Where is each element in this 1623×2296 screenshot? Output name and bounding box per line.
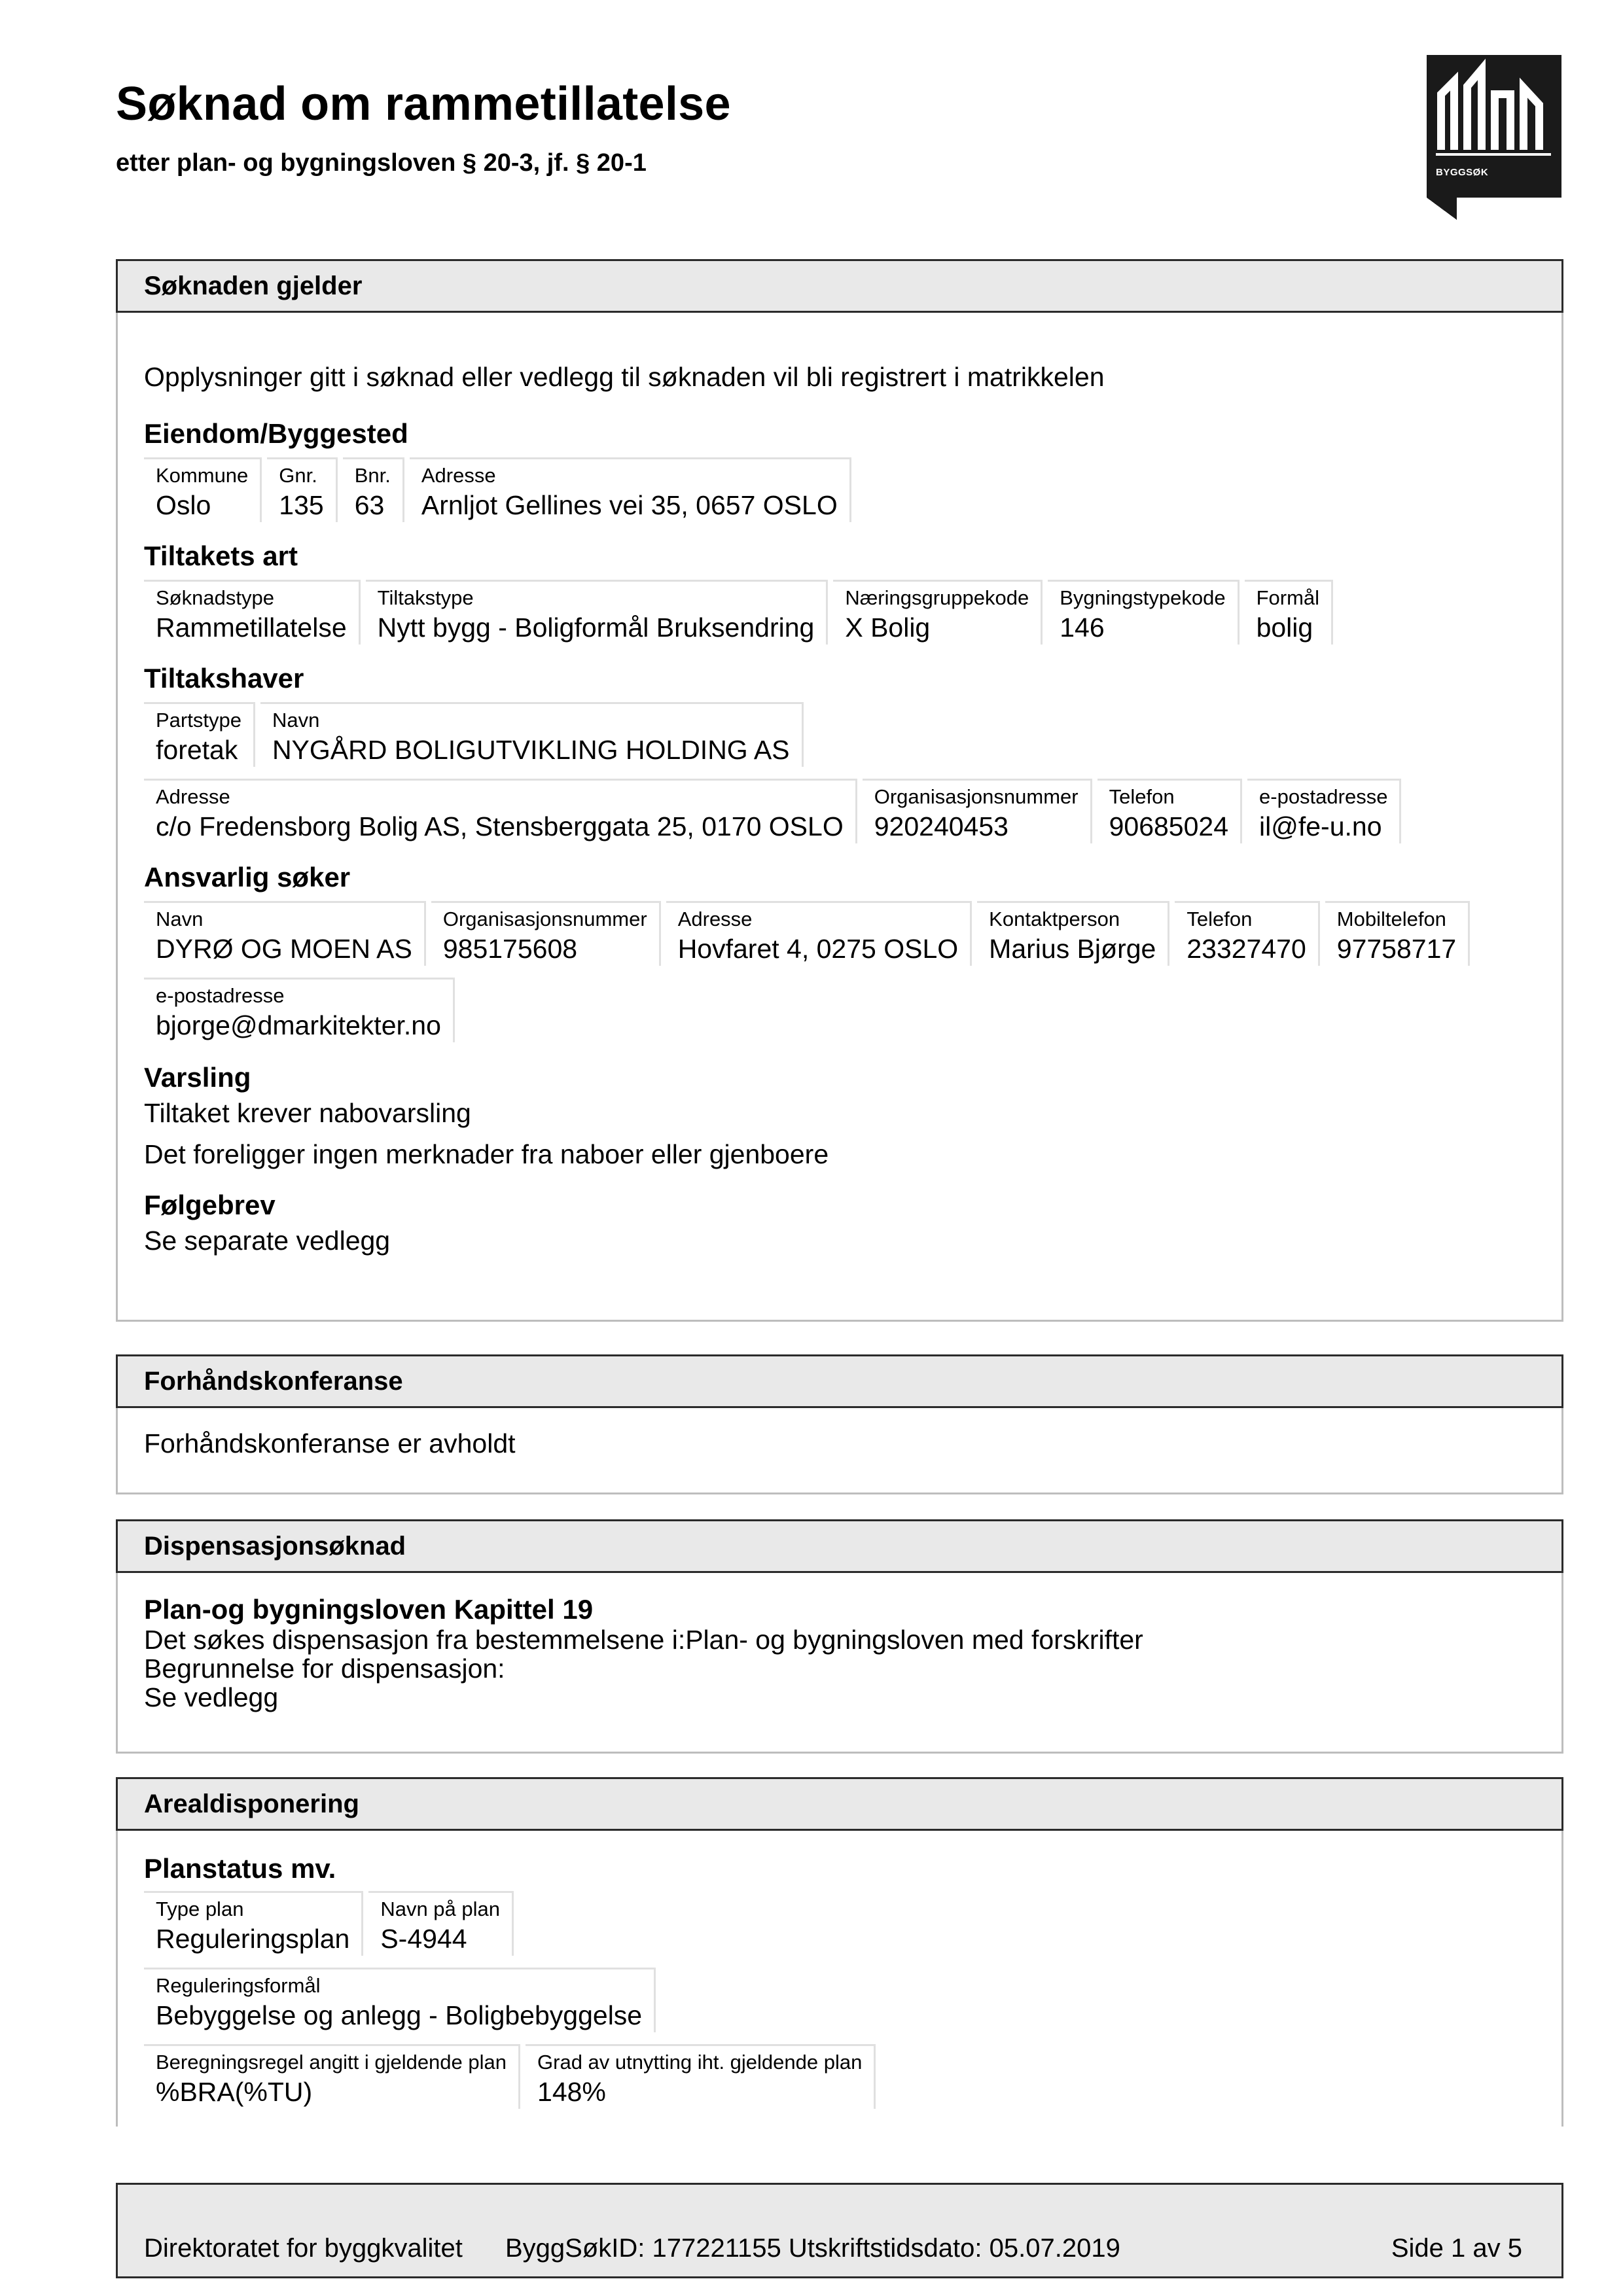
dispensasjon-line-1: Det søkes dispensasjon fra bestemmelsene i:Plan- og bygningsloven med forskrifter: [144, 1625, 1143, 1655]
value-adresse: Arnljot Gellines vei 35, 0657 OSLO: [421, 490, 838, 521]
value-soknadstype: Rammetillatelse: [156, 612, 347, 643]
field-bnr: [343, 457, 404, 522]
value-partstype: foretak: [156, 735, 238, 766]
field-epostadresse: [144, 978, 455, 1042]
field-tiltakstype: [366, 580, 829, 645]
field-navn: [144, 901, 426, 966]
label-formal: Formål: [1256, 586, 1320, 610]
label-gnr: Gnr.: [279, 464, 317, 487]
folgebrev-text: Se separate vedlegg: [144, 1225, 391, 1256]
field-telefon: [1097, 779, 1242, 843]
byggsok-logo: [1427, 55, 1561, 198]
label-mobiltelefon: Mobiltelefon: [1336, 908, 1446, 931]
planstatus-fields-3: [144, 2044, 1535, 2109]
value-organisasjonsnummer: 985175608: [442, 934, 578, 964]
document-title: Søknad om rammetillatelse: [116, 78, 731, 130]
heading-ansvarlig-soker: Ansvarlig søker: [144, 862, 351, 893]
value-kommune: Oslo: [156, 490, 211, 521]
label-navn: Navn: [272, 709, 320, 732]
field-bygningstypekode: [1048, 580, 1239, 645]
dispensasjon-line-3: Se vedlegg: [144, 1682, 279, 1712]
field-telefon: [1175, 901, 1319, 966]
eiendom-fields: [144, 457, 1535, 522]
label-partstype: Partstype: [156, 709, 241, 732]
heading-tiltakshaver: Tiltakshaver: [144, 663, 304, 694]
value-mobiltelefon: 97758717: [1336, 934, 1457, 964]
label-adresse: Adresse: [156, 785, 230, 809]
section-dispensasjonsoknad: [116, 1519, 1563, 1754]
value-epostadresse: il@fe-u.no: [1259, 811, 1382, 842]
value-adresse: c/o Fredensborg Bolig AS, Stensberggata 25, 0170 OSLO: [156, 811, 844, 842]
value-navn-pa-plan: S-4944: [380, 1924, 467, 1954]
footer-organization: Direktoratet for byggkvalitet: [144, 2234, 463, 2263]
field-naeringsgruppekode: [833, 580, 1043, 645]
tiltakshaver-fields-1: [144, 702, 1535, 767]
field-organisasjonsnummer: [431, 901, 661, 966]
heading-folgebrev: Følgebrev: [144, 1189, 276, 1220]
varsling-line-1: Tiltaket krever nabovarsling: [144, 1098, 471, 1129]
label-beregningsregel: Beregningsregel angitt i gjeldende plan: [156, 2051, 507, 2074]
field-beregningsregel: [144, 2044, 520, 2109]
label-tiltakstype: Tiltakstype: [377, 586, 474, 610]
section-soknaden-gjelder: [116, 259, 1563, 1322]
field-kontaktperson: [977, 901, 1169, 966]
field-navn: [260, 702, 804, 767]
field-organisasjonsnummer: [863, 779, 1092, 843]
field-adresse: [666, 901, 972, 966]
field-soknadstype: [144, 580, 361, 645]
field-gnr: [267, 457, 337, 522]
label-epostadresse: e-postadresse: [1259, 785, 1388, 809]
label-adresse: Adresse: [421, 464, 496, 487]
planstatus-fields-2: [144, 1968, 1535, 2032]
label-soknadstype: Søknadstype: [156, 586, 274, 610]
value-navn: NYGÅRD BOLIGUTVIKLING HOLDING AS: [272, 735, 790, 766]
field-adresse: [144, 779, 857, 843]
label-navn: Navn: [156, 908, 204, 931]
value-adresse: Hovfaret 4, 0275 OSLO: [677, 934, 959, 964]
label-naeringsgruppekode: Næringsgruppekode: [845, 586, 1029, 610]
logo-tail: [1427, 198, 1457, 220]
value-telefon: 23327470: [1186, 934, 1306, 964]
value-tiltakstype: Nytt bygg - Boligformål Bruksendring: [377, 612, 815, 643]
label-telefon: Telefon: [1109, 785, 1175, 809]
section-title: Forhåndskonferanse: [116, 1354, 1563, 1408]
field-formal: [1245, 580, 1333, 645]
section-title: Arealdisponering: [116, 1777, 1563, 1831]
intro-text: Opplysninger gitt i søknad eller vedlegg til søknaden vil bli registrert i matrikkelen: [144, 362, 1105, 392]
field-reguleringsformal: [144, 1968, 656, 2032]
tiltakshaver-fields-2: [144, 779, 1535, 843]
heading-plan-og-bygningsloven: Plan-og bygningsloven Kapittel 19: [144, 1594, 594, 1625]
value-bnr: 63: [354, 490, 385, 521]
label-navn-pa-plan: Navn på plan: [380, 1898, 500, 1920]
label-type-plan: Type plan: [156, 1898, 244, 1920]
value-telefon: 90685024: [1109, 811, 1229, 842]
value-epostadresse: bjorge@dmarkitekter.no: [156, 1010, 441, 1041]
heading-eiendom: Eiendom/Byggested: [144, 418, 408, 450]
field-mobiltelefon: [1325, 901, 1470, 966]
varsling-line-2: Det foreligger ingen merknader fra naboer eller gjenboere: [144, 1139, 829, 1170]
heading-planstatus: Planstatus mv.: [144, 1853, 336, 1884]
label-kontaktperson: Kontaktperson: [989, 908, 1120, 931]
value-reguleringsformal: Bebyggelse og anlegg - Boligbebyggelse: [156, 2000, 643, 2030]
page-footer: [116, 2183, 1563, 2278]
footer-page-number: Side 1 av 5: [1391, 2234, 1522, 2263]
section-title: Søknaden gjelder: [116, 259, 1563, 313]
value-navn: DYRØ OG MOEN AS: [156, 934, 412, 964]
dispensasjon-line-2: Begrunnelse for dispensasjon:: [144, 1653, 505, 1684]
planstatus-fields-1: [144, 1891, 1535, 1956]
label-organisasjonsnummer: Organisasjonsnummer: [874, 785, 1079, 809]
label-kommune: Kommune: [156, 464, 249, 487]
label-organisasjonsnummer: Organisasjonsnummer: [442, 908, 647, 931]
value-gnr: 135: [279, 490, 324, 521]
field-type-plan: [144, 1891, 363, 1956]
section-title: Dispensasjonsøknad: [116, 1519, 1563, 1573]
value-naeringsgruppekode: X Bolig: [845, 612, 931, 643]
label-telefon: Telefon: [1186, 908, 1253, 931]
label-adresse: Adresse: [677, 908, 753, 931]
tiltak-fields: [144, 580, 1535, 645]
value-grad-av-utnytting: 148%: [537, 2077, 606, 2107]
logo-text: BYGGSØK: [1436, 167, 1489, 178]
label-bnr: Bnr.: [354, 464, 391, 487]
value-kontaktperson: Marius Bjørge: [989, 934, 1156, 964]
forhandskonferanse-text: Forhåndskonferanse er avholdt: [144, 1428, 516, 1458]
value-bygningstypekode: 146: [1060, 612, 1105, 643]
field-partstype: [144, 702, 255, 767]
value-organisasjonsnummer: 920240453: [874, 811, 1008, 842]
footer-byggsok-id: ByggSøkID: 177221155 Utskriftstidsdato: 05.07.2019: [505, 2234, 1120, 2263]
field-adresse: [410, 457, 851, 522]
ansvarlig-fields-1: [144, 901, 1535, 966]
heading-tiltakets-art: Tiltakets art: [144, 540, 298, 572]
document-subtitle: etter plan- og bygningsloven § 20-3, jf. § 20-1: [116, 149, 647, 177]
field-grad-av-utnytting: [526, 2044, 876, 2109]
ansvarlig-fields-2: [144, 978, 1535, 1042]
field-epostadresse: [1247, 779, 1401, 843]
label-bygningstypekode: Bygningstypekode: [1060, 586, 1226, 610]
value-beregningsregel: %BRA(%TU): [156, 2077, 313, 2107]
field-navn-pa-plan: [368, 1891, 514, 1956]
value-formal: bolig: [1256, 612, 1313, 643]
label-reguleringsformal: Reguleringsformål: [156, 1974, 321, 1997]
heading-varsling: Varsling: [144, 1062, 251, 1093]
section-arealdisponering: [116, 1777, 1563, 2127]
section-forhandskonferanse: [116, 1354, 1563, 1494]
field-kommune: [144, 457, 262, 522]
value-type-plan: Reguleringsplan: [156, 1924, 350, 1954]
label-grad-av-utnytting: Grad av utnytting iht. gjeldende plan: [537, 2051, 863, 2074]
label-epostadresse: e-postadresse: [156, 984, 285, 1008]
